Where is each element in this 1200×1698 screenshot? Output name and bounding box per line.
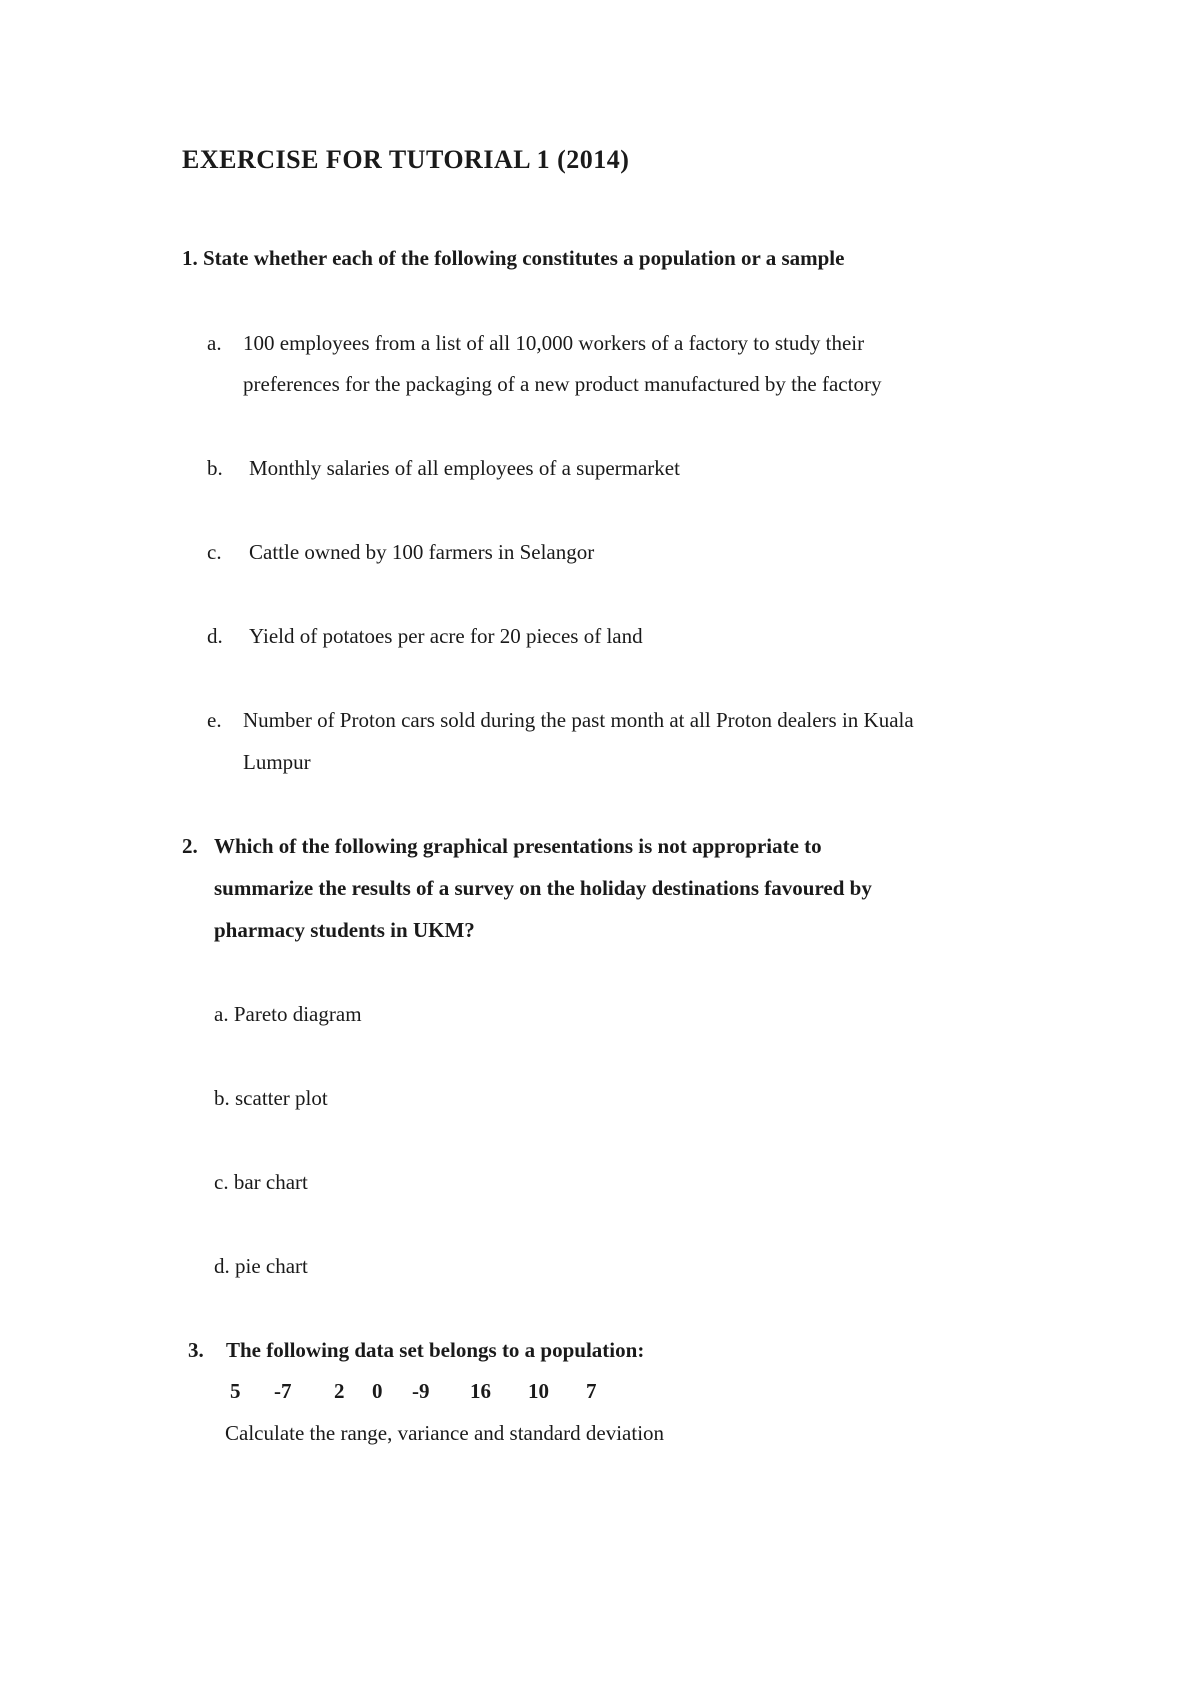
q2-option-d: d. pie chart bbox=[214, 1254, 308, 1278]
question-1-heading bbox=[182, 246, 844, 271]
q3-value: 7 bbox=[586, 1379, 597, 1403]
q3-value: 16 bbox=[470, 1379, 491, 1403]
q1-option-a-line-1: 100 employees from a list of all 10,000 workers of a factory to study their bbox=[243, 331, 865, 355]
q1-option-a bbox=[207, 331, 864, 356]
q1-option-b bbox=[207, 456, 680, 481]
q1-option-a-line-2: preferences for the packaging of a new product manufactured by the factory bbox=[243, 372, 882, 396]
q1-option-e-line-1: Number of Proton cars sold during the past month at all Proton dealers in Kuala bbox=[243, 708, 914, 732]
q1-option-e-letter: e. bbox=[207, 708, 222, 732]
q1-option-d bbox=[207, 624, 643, 649]
q3-value: 2 bbox=[334, 1379, 345, 1403]
q3-value: 0 bbox=[372, 1379, 383, 1403]
q3-data-values bbox=[230, 1379, 616, 1404]
q3-value: 10 bbox=[528, 1379, 549, 1403]
q1-option-d-text: Yield of potatoes per acre for 20 pieces of land bbox=[249, 624, 643, 648]
page-title: EXERCISE FOR TUTORIAL 1 (2014) bbox=[182, 145, 630, 174]
question-2-line-3: pharmacy students in UKM? bbox=[214, 918, 475, 942]
q3-value: -9 bbox=[412, 1379, 430, 1403]
q3-instruction: Calculate the range, variance and standard deviation bbox=[225, 1421, 665, 1445]
question-2-number: 2. bbox=[182, 834, 198, 858]
q1-option-b-letter: b. bbox=[207, 456, 223, 480]
question-1-number: 1. bbox=[182, 246, 198, 270]
q3-value: -7 bbox=[274, 1379, 292, 1403]
question-1-text: State whether each of the following constitutes a population or a sample bbox=[203, 246, 845, 270]
q2-option-a: a. Pareto diagram bbox=[214, 1002, 362, 1026]
q1-option-a-letter: a. bbox=[207, 331, 222, 355]
q1-option-c bbox=[207, 540, 594, 565]
question-2-line-2: summarize the results of a survey on the holiday destinations favoured by bbox=[214, 876, 872, 900]
q1-option-d-letter: d. bbox=[207, 624, 223, 648]
q1-option-c-text: Cattle owned by 100 farmers in Selangor bbox=[249, 540, 595, 564]
q2-option-c: c. bar chart bbox=[214, 1170, 308, 1194]
q2-option-b: b. scatter plot bbox=[214, 1086, 328, 1110]
question-2-line-1: Which of the following graphical presentations is not appropriate to bbox=[214, 834, 822, 858]
q3-value: 5 bbox=[230, 1379, 241, 1403]
question-3-text: The following data set belongs to a population: bbox=[226, 1338, 645, 1362]
q1-option-b-text: Monthly salaries of all employees of a supermarket bbox=[249, 456, 680, 480]
q1-option-c-letter: c. bbox=[207, 540, 222, 564]
q1-option-e-line-2: Lumpur bbox=[243, 750, 311, 774]
q1-option-e bbox=[207, 708, 914, 733]
question-3-number: 3. bbox=[188, 1338, 204, 1362]
